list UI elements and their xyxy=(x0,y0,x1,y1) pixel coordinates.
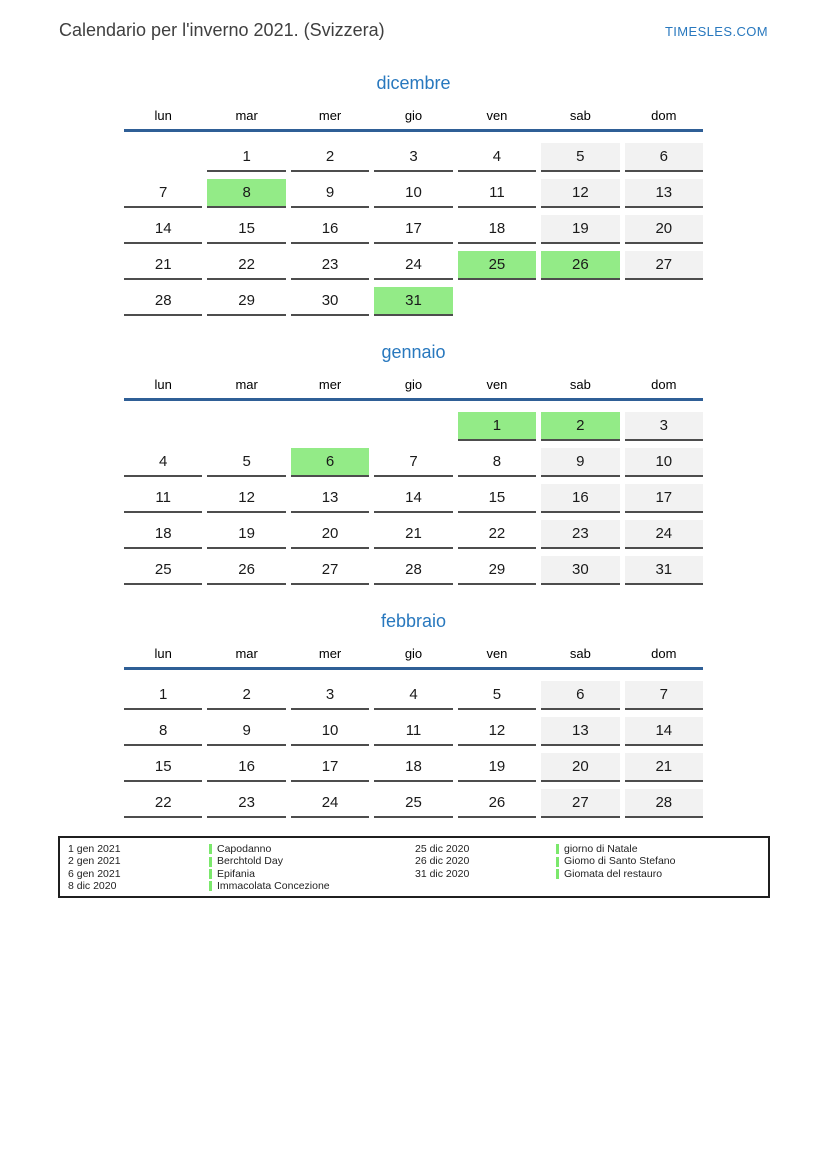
day-cell: 14 xyxy=(625,717,703,746)
site-link[interactable]: TIMESLES.COM xyxy=(664,24,768,39)
day-cell: 11 xyxy=(124,484,202,513)
legend-date: 2 gen 2021 xyxy=(68,855,121,868)
weekday-label: mer xyxy=(318,377,342,392)
month-title: febbraio xyxy=(380,611,447,631)
day-cell: 2 xyxy=(207,681,285,710)
day-cell: 18 xyxy=(374,753,452,782)
holiday-marker-icon xyxy=(209,844,212,854)
day-cell: 30 xyxy=(541,556,619,585)
day-cell: 7 xyxy=(625,681,703,710)
day-cell: 28 xyxy=(374,556,452,585)
weekday-label: sab xyxy=(569,646,591,661)
month-dicembre xyxy=(124,72,703,316)
header-rule xyxy=(124,398,703,401)
day-cell: 11 xyxy=(458,179,536,208)
day-cell: 10 xyxy=(291,717,369,746)
day-cell: 15 xyxy=(124,753,202,782)
weekday-label: sab xyxy=(569,377,591,392)
month-gennaio xyxy=(124,341,703,585)
day-cell-empty xyxy=(291,412,369,439)
day-cell: 7 xyxy=(124,179,202,208)
day-cell: 2 xyxy=(291,143,369,172)
day-cell-empty xyxy=(124,412,202,439)
day-cell: 23 xyxy=(291,251,369,280)
header-rule xyxy=(124,129,703,132)
legend-entry xyxy=(556,843,768,855)
day-cell: 18 xyxy=(124,520,202,549)
day-cell: 9 xyxy=(291,179,369,208)
day-cell: 5 xyxy=(207,448,285,477)
legend-entry xyxy=(209,855,415,867)
legend-date: 8 dic 2020 xyxy=(68,880,117,893)
legend-date: 6 gen 2021 xyxy=(68,867,121,880)
legend-holiday-name: Epifania xyxy=(217,867,255,880)
day-cell: 27 xyxy=(625,251,703,280)
holiday-marker-icon xyxy=(209,881,212,891)
weekday-label: mer xyxy=(318,108,342,123)
day-cell: 31 xyxy=(625,556,703,585)
day-cell: 16 xyxy=(207,753,285,782)
day-cell: 3 xyxy=(625,412,703,441)
day-cell: 2 xyxy=(541,412,619,441)
month-grid xyxy=(124,143,703,316)
day-cell: 23 xyxy=(207,789,285,818)
weekday-label: mar xyxy=(235,646,258,661)
day-cell: 20 xyxy=(541,753,619,782)
legend-entry xyxy=(556,880,768,892)
day-cell: 10 xyxy=(625,448,703,477)
weekday-header-row xyxy=(124,646,703,662)
legend-holiday-name: Giomo di Santo Stefano xyxy=(564,855,676,868)
day-cell: 17 xyxy=(291,753,369,782)
day-cell: 6 xyxy=(625,143,703,172)
day-cell: 9 xyxy=(541,448,619,477)
day-cell: 3 xyxy=(374,143,452,172)
month-febbraio xyxy=(124,610,703,818)
day-cell: 25 xyxy=(374,789,452,818)
legend-date: 1 gen 2021 xyxy=(68,843,121,855)
day-cell: 4 xyxy=(374,681,452,710)
legend-entry xyxy=(209,880,415,892)
weekday-label: sab xyxy=(569,108,591,123)
day-cell: 15 xyxy=(207,215,285,244)
day-cell: 24 xyxy=(625,520,703,549)
day-cell: 24 xyxy=(291,789,369,818)
weekday-label: dom xyxy=(651,646,677,661)
day-cell: 5 xyxy=(458,681,536,710)
weekday-label: dom xyxy=(651,108,677,123)
day-cell: 6 xyxy=(291,448,369,477)
day-cell: 19 xyxy=(207,520,285,549)
day-cell: 22 xyxy=(458,520,536,549)
weekday-label: dom xyxy=(651,377,677,392)
month-grid xyxy=(124,412,703,585)
weekday-label: lun xyxy=(154,377,172,392)
day-cell: 4 xyxy=(124,448,202,477)
day-cell: 5 xyxy=(541,143,619,172)
weekday-header-row xyxy=(124,108,703,124)
legend-date: 26 dic 2020 xyxy=(415,855,470,868)
day-cell: 26 xyxy=(458,789,536,818)
day-cell: 11 xyxy=(374,717,452,746)
day-cell: 27 xyxy=(291,556,369,585)
legend-date: 25 dic 2020 xyxy=(415,843,470,855)
day-cell: 25 xyxy=(458,251,536,280)
day-cell: 26 xyxy=(207,556,285,585)
legend-holiday-name: Immacolata Concezione xyxy=(217,880,330,893)
day-cell: 19 xyxy=(541,215,619,244)
legend-entry xyxy=(556,855,768,867)
day-cell: 28 xyxy=(625,789,703,818)
holiday-marker-icon xyxy=(556,844,559,854)
weekday-label: ven xyxy=(486,646,508,661)
day-cell: 21 xyxy=(374,520,452,549)
weekday-label: ven xyxy=(486,108,508,123)
months-container xyxy=(124,72,703,843)
day-cell: 28 xyxy=(124,287,202,316)
weekday-label: lun xyxy=(154,646,172,661)
day-cell: 14 xyxy=(374,484,452,513)
weekday-label: gio xyxy=(404,377,423,392)
legend-entry xyxy=(556,868,768,880)
day-cell: 12 xyxy=(207,484,285,513)
page-title: Calendario per l'inverno 2021. (Svizzera) xyxy=(59,20,385,40)
day-cell: 1 xyxy=(207,143,285,172)
month-grid xyxy=(124,681,703,818)
day-cell: 1 xyxy=(124,681,202,710)
weekday-label: mar xyxy=(235,377,258,392)
weekday-label: ven xyxy=(486,377,508,392)
day-cell: 14 xyxy=(124,215,202,244)
holiday-legend xyxy=(58,836,770,898)
day-cell: 20 xyxy=(625,215,703,244)
day-cell: 30 xyxy=(291,287,369,316)
weekday-label: gio xyxy=(404,108,423,123)
day-cell: 31 xyxy=(374,287,452,316)
day-cell: 10 xyxy=(374,179,452,208)
legend-grid xyxy=(68,843,768,893)
day-cell: 21 xyxy=(124,251,202,280)
holiday-marker-icon xyxy=(209,857,212,867)
day-cell-empty xyxy=(374,412,452,439)
weekday-header-row xyxy=(124,377,703,393)
day-cell: 19 xyxy=(458,753,536,782)
day-cell-empty xyxy=(124,143,202,170)
day-cell: 29 xyxy=(207,287,285,316)
day-cell: 9 xyxy=(207,717,285,746)
day-cell: 16 xyxy=(291,215,369,244)
weekday-label: gio xyxy=(404,646,423,661)
day-cell: 15 xyxy=(458,484,536,513)
holiday-marker-icon xyxy=(556,857,559,867)
day-cell: 4 xyxy=(458,143,536,172)
day-cell: 22 xyxy=(207,251,285,280)
day-cell: 1 xyxy=(458,412,536,441)
legend-date xyxy=(415,880,556,892)
day-cell: 17 xyxy=(625,484,703,513)
day-cell: 20 xyxy=(291,520,369,549)
day-cell: 6 xyxy=(541,681,619,710)
day-cell: 26 xyxy=(541,251,619,280)
holiday-marker-icon xyxy=(209,869,212,879)
day-cell: 8 xyxy=(124,717,202,746)
legend-entry xyxy=(209,843,415,855)
legend-holiday-name: Giomata del restauro xyxy=(564,867,663,880)
day-cell: 17 xyxy=(374,215,452,244)
day-cell: 13 xyxy=(291,484,369,513)
weekday-label: mar xyxy=(235,108,258,123)
day-cell: 3 xyxy=(291,681,369,710)
legend-entry xyxy=(209,868,415,880)
legend-date: 31 dic 2020 xyxy=(415,867,470,880)
day-cell-empty xyxy=(625,287,703,314)
day-cell: 29 xyxy=(458,556,536,585)
day-cell-empty xyxy=(541,287,619,314)
day-cell: 27 xyxy=(541,789,619,818)
day-cell: 13 xyxy=(625,179,703,208)
day-cell: 23 xyxy=(541,520,619,549)
day-cell: 7 xyxy=(374,448,452,477)
day-cell: 21 xyxy=(625,753,703,782)
month-title: gennaio xyxy=(381,342,446,362)
header-rule xyxy=(124,667,703,670)
day-cell: 22 xyxy=(124,789,202,818)
day-cell-empty xyxy=(207,412,285,439)
day-cell: 12 xyxy=(541,179,619,208)
day-cell: 8 xyxy=(207,179,285,208)
legend-holiday-name: Capodanno xyxy=(217,843,272,855)
day-cell: 24 xyxy=(374,251,452,280)
day-cell: 8 xyxy=(458,448,536,477)
weekday-label: mer xyxy=(318,646,342,661)
day-cell-empty xyxy=(458,287,536,314)
day-cell: 13 xyxy=(541,717,619,746)
month-title: dicembre xyxy=(376,73,451,93)
day-cell: 18 xyxy=(458,215,536,244)
holiday-marker-icon xyxy=(556,869,559,879)
day-cell: 25 xyxy=(124,556,202,585)
day-cell: 16 xyxy=(541,484,619,513)
weekday-label: lun xyxy=(154,108,172,123)
day-cell: 12 xyxy=(458,717,536,746)
legend-holiday-name: giorno di Natale xyxy=(564,843,638,855)
legend-holiday-name: Berchtold Day xyxy=(217,855,283,868)
